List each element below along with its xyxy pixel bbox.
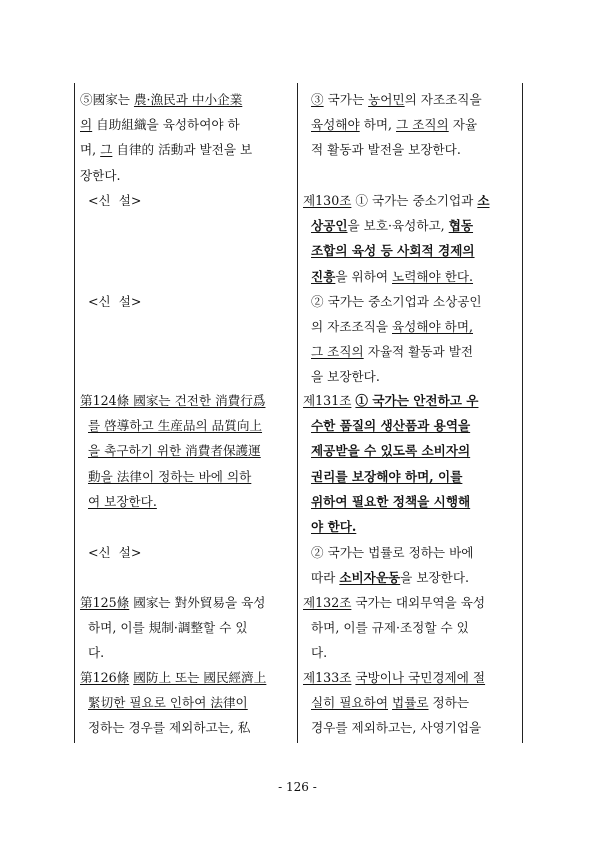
text-segment: 소: [477, 193, 490, 208]
text-line: [80, 112, 252, 137]
text-line: [303, 640, 485, 665]
text-segment: 장한다.: [80, 167, 121, 183]
text-segment: [303, 695, 311, 710]
text-line: [80, 540, 141, 565]
text-line: [80, 615, 265, 640]
text-segment: 을 보장한다.: [303, 369, 380, 385]
text-segment: 조합의 육성 등 사회적 경제의: [311, 243, 475, 259]
text-segment: 며,: [80, 142, 101, 158]
text-line: [303, 87, 482, 112]
text-line: [303, 213, 489, 238]
text-line: [303, 690, 485, 715]
text-segment: 다.: [80, 645, 105, 661]
text-segment: 정하는 경우를 제외하고는, 私: [80, 720, 251, 736]
text-segment: 을 보호·육성하고,: [347, 218, 449, 234]
text-segment: ① 국가는 중소기업과: [351, 193, 478, 208]
text-segment: [80, 418, 88, 433]
text-segment: 의 자조조직을: [303, 319, 393, 335]
text-line: [303, 137, 482, 162]
text-segment: 第125條: [80, 595, 130, 610]
text-segment: 하며,: [359, 117, 397, 133]
text-segment: 경우를 제외하고는, 사영기업을: [303, 720, 482, 736]
text-segment: 제130조: [303, 193, 352, 208]
text-segment: [303, 418, 311, 433]
text-segment: <신 설>: [80, 192, 142, 208]
text-segment: [303, 443, 311, 458]
text-segment: 육성해야: [311, 117, 360, 133]
text-line: [303, 590, 485, 615]
old-text-art125: [80, 590, 265, 666]
text-segment: 제공받을 수 있도록 소비자의: [311, 443, 471, 459]
text-segment: 의 자조조직을: [404, 92, 482, 107]
text-segment: 국가는: [323, 92, 369, 107]
text-segment: 제131조: [303, 393, 352, 408]
text-segment: 육성해야 하며,: [392, 319, 474, 335]
text-segment: 하며, 이를 규제·조정할 수 있: [303, 620, 469, 636]
text-line: [303, 464, 478, 489]
text-segment: 국가는 대외무역을 육성: [351, 595, 486, 610]
text-line: [303, 238, 489, 263]
text-segment: 자율적 활동과 발전: [363, 344, 474, 360]
text-segment: [303, 243, 311, 258]
text-segment: 를 啓導하고 生産品의 品質向上: [88, 418, 263, 434]
text-segment: 하며, 이를 規制·調整할 수 있: [80, 620, 248, 636]
text-line: [303, 112, 482, 137]
text-line: [80, 590, 265, 615]
text-segment: 여 보장한다.: [88, 493, 157, 509]
text-segment: 협동: [448, 218, 474, 234]
text-line: [80, 163, 252, 188]
table-left-border: [74, 83, 75, 743]
text-segment: 動을 法律이 정하는 바에 의하: [88, 468, 252, 484]
text-segment: [303, 344, 311, 359]
text-segment: [80, 443, 88, 458]
text-line: [80, 413, 265, 438]
page-number: - 126 -: [278, 780, 317, 794]
text-line: [303, 289, 489, 314]
new-text-art132: [303, 590, 485, 666]
text-segment: 상공인: [311, 218, 348, 234]
text-line: [80, 715, 266, 740]
text-segment: ① 국가는 안전하고 우: [355, 393, 479, 408]
text-segment: [303, 519, 311, 534]
text-segment: 第124條 國家는 건전한 消費行爲: [80, 393, 266, 408]
text-line: [80, 464, 265, 489]
text-line: [303, 540, 473, 565]
text-segment: 그: [100, 142, 113, 158]
text-segment: 국방이나 국민경제에 절: [355, 670, 486, 685]
text-segment: 노력해야 한다.: [392, 268, 474, 284]
old-text-r4: [80, 540, 141, 565]
text-line: [303, 514, 478, 539]
text-segment: ③: [311, 92, 324, 107]
text-line: [80, 289, 141, 314]
text-segment: [80, 494, 88, 509]
text-line: [303, 615, 485, 640]
text-segment: 권리를 보장해야 하며, 이를: [311, 468, 463, 484]
text-segment: 적 활동과 발전을 보장한다.: [303, 142, 461, 158]
text-line: [80, 87, 252, 112]
text-segment: 그 조직의: [396, 117, 449, 133]
text-segment: 수한 품질의 생산품과 용역을: [311, 418, 471, 434]
text-segment: 의: [80, 117, 93, 133]
text-line: [303, 413, 478, 438]
text-segment: 을 보장한다.: [400, 570, 470, 586]
text-line: [80, 188, 252, 213]
text-segment: <신 설>: [80, 545, 142, 560]
text-segment: 정하는: [428, 695, 470, 711]
text-line: [303, 188, 489, 213]
text-segment: ② 국가는 중소기업과 소상공인: [303, 293, 482, 309]
text-segment: [80, 469, 88, 484]
text-segment: 第126條: [80, 670, 130, 685]
text-segment: <신 설>: [80, 294, 142, 309]
text-segment: ② 국가는 법률로 정하는 바에: [303, 545, 474, 560]
text-segment: 國家는 對外貿易을 육성: [129, 595, 266, 610]
text-segment: 自律的 活動과 발전을 보: [112, 142, 253, 158]
text-segment: 自助組織을 육성하여야 하: [92, 117, 240, 133]
text-segment: [303, 92, 311, 107]
text-segment: 농어민: [368, 92, 405, 107]
text-segment: [303, 494, 311, 509]
text-line: [303, 339, 489, 364]
text-segment: 법률로: [392, 695, 429, 711]
text-segment: 다.: [303, 645, 328, 661]
text-line: [303, 438, 478, 463]
text-segment: [303, 269, 311, 284]
text-line: [303, 489, 478, 514]
text-segment: 위하여 필요한 정책을 시행해: [311, 493, 471, 509]
text-line: [80, 438, 265, 463]
new-text-art130: [303, 188, 489, 390]
text-segment: 緊切한 필요로 인하여 法律이: [88, 695, 248, 711]
text-line: [303, 715, 485, 740]
text-segment: [303, 117, 311, 132]
text-segment: 자율: [448, 117, 478, 133]
text-line: [303, 565, 473, 590]
new-text-art133: [303, 665, 485, 741]
text-line: [80, 489, 265, 514]
text-segment: [80, 695, 88, 710]
table-center-divider: [297, 83, 298, 743]
old-text-art124: [80, 388, 265, 514]
text-segment: 제133조: [303, 670, 352, 685]
text-segment: 을 촉구하기 위한 消費者保護運: [88, 443, 261, 459]
text-segment: 진흥: [311, 268, 336, 284]
text-segment: 소비자운동: [339, 570, 401, 586]
text-line: [80, 690, 266, 715]
text-segment: 그 조직의: [311, 344, 364, 360]
text-line: [303, 665, 485, 690]
text-segment: 農·漁民과 中小企業: [133, 92, 243, 107]
new-text-r1: [303, 87, 482, 163]
new-text-art131-2: [303, 540, 473, 590]
text-line: [80, 137, 252, 162]
text-line: [303, 314, 489, 339]
text-segment: ⑤國家는: [80, 92, 134, 107]
old-text-art126: [80, 665, 266, 741]
text-line: [80, 665, 266, 690]
text-line: [303, 364, 489, 389]
text-segment: 國防上 또는 國民經濟上: [133, 670, 267, 685]
text-line: [80, 640, 265, 665]
text-segment: [303, 469, 311, 484]
text-segment: 제132조: [303, 595, 352, 610]
new-text-art131: [303, 388, 478, 539]
text-segment: 따라: [303, 570, 340, 586]
table-right-border: [522, 83, 523, 743]
text-segment: 을 위하여: [335, 268, 393, 284]
text-line: [303, 388, 478, 413]
old-text-r2: [80, 289, 141, 314]
text-segment: [303, 218, 311, 233]
text-line: [303, 264, 489, 289]
old-text-r1: [80, 87, 252, 213]
text-line: [80, 388, 265, 413]
text-segment: 야 한다.: [311, 519, 357, 535]
text-segment: 실히 필요하여: [311, 695, 389, 711]
